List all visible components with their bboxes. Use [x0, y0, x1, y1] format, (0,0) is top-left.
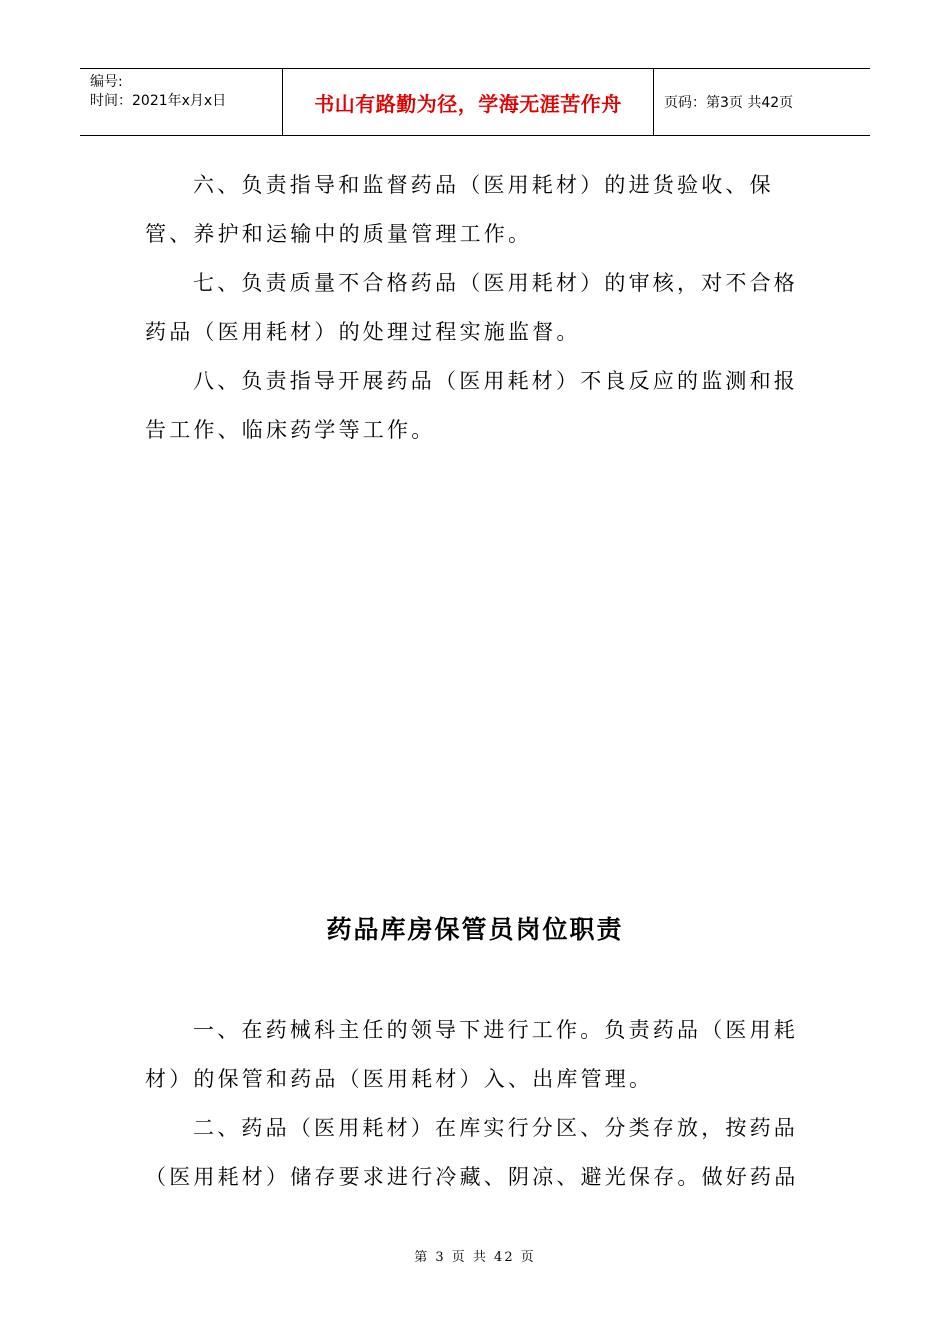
header-motto: 书山有路勤为径，学海无涯苦作舟: [282, 69, 654, 135]
header-meta: [80, 69, 282, 135]
section-title: 药品库房保管员岗位职责: [326, 915, 624, 944]
page-footer: 第 3 页 共 42 页: [414, 1250, 536, 1265]
paragraph-keeper-duty-1: 一、在药械科主任的领导下进行工作。负责药品（医用耗材）的保管和药品（医用耗材）入、出库管理。: [145, 1018, 798, 1091]
paragraph-duty-6: 六、负责指导和监督药品（医用耗材）的进货验收、保管、养护和运输中的质量管理工作。: [145, 173, 774, 246]
paragraph-duty-8: 八、负责指导开展药品（医用耗材）不良反应的监测和报告工作、临床药学等工作。: [145, 369, 798, 442]
header-page-label: 页码：第3页 共42页: [664, 95, 794, 111]
paragraph-duty-7: 七、负责质量不合格药品（医用耗材）的审核，对不合格药品（医用耗材）的处理过程实施监督。: [145, 271, 798, 344]
document-number-label: 编号:: [90, 74, 123, 90]
page-header: [80, 68, 870, 136]
paragraph-keeper-duty-2: 二、药品（医用耗材）在库实行分区、分类存放，按药品（医用耗材）储存要求进行冷藏、阴凉、避光保存。做好药品: [145, 1116, 799, 1189]
document-time-label: 时间：2021年x月x日: [90, 93, 227, 109]
